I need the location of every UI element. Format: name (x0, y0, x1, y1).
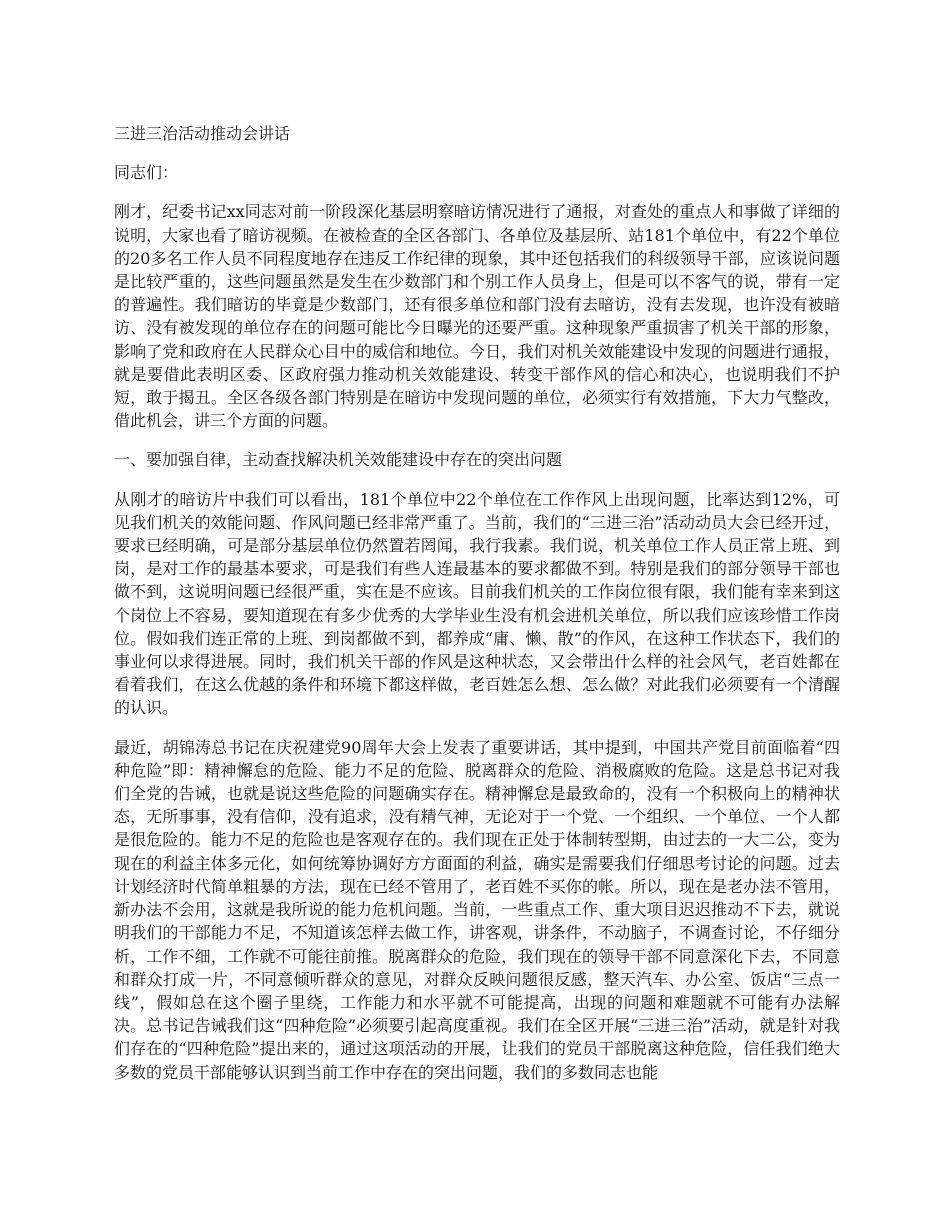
paragraph-intro: 刚才，纪委书记xx同志对前一阶段深化基层明察暗访情况进行了通报，对查处的重点人和事做了详细的说明，大家也看了暗访视频。在被检查的全区各部门、各单位及基层所、站181个单位中，有22个单位的20多名工作人员不同程度地存在违反工作纪律的现象，其中还包括我们的科级领导干部，应该说问题是比较严重的，这些问题虽然是发生在少数部门和个别工作人员身上，但是可以不客气的说，带有一定的普遍性。我们暗访的毕竟是少数部门，还有很多单位和部门没有去暗访，没有去发现，也许没有被暗访、没有被发现的单位存在的问题可能比今日曝光的还要严重。这种现象严重损害了机关干部的形象，影响了党和政府在人民群众心目中的威信和地位。今日，我们对机关效能建设中发现的问题进行通报，就是要借此表明区委、区政府强力推动机关效能建设、转变干部作风的信心和决心，也说明我们不护短，敢于揭丑。全区各级各部门特别是在暗访中发现问题的单位，必须实行有效措施，下大力气整改，借此机会，讲三个方面的问题。 (114, 202, 840, 431)
paragraph-four-dangers: 最近，胡锦涛总书记在庆祝建党90周年大会上发表了重要讲话，其中提到，中国共产党目前面临着“四种危险”即：精神懈怠的危险、能力不足的危险、脱离群众的危险、消极腐败的危险。这是总书记对我们全党的告诫，也就是说这些危险的问题确实存在。精神懈怠是最致命的，没有一个积极向上的精神状态，无所事事，没有信仰，没有追求，没有精气神，无论对于一个党、一个组织、一个单位、一个人都是很危险的。能力不足的危险也是客观存在的。我们现在正处于体制转型期，由过去的一大二公，变为现在的利益主体多元化，如何统筹协调好方方面面的利益，确实是需要我们仔细思考讨论的问题。过去计划经济时代简单粗暴的方法，现在已经不管用了，老百姓不买你的帐。所以，现在是老办法不管用，新办法不会用，这就是我所说的能力危机问题。当前，一些重点工作、重大项目迟迟推动不下去，就说明我们的干部能力不足，不知道该怎样去做工作，讲客观，讲条件，不动脑子，不调查讨论，不仔细分析，工作不细，工作就不可能往前推。脱离群众的危险，我们现在的领导干部不同意深化下去，不同意和群众打成一片，不同意倾听群众的意见，对群众反映问题很反感，整天汽车、办公室、饭店“三点一线”，假如总在这个圈子里绕，工作能力和水平就不可能提高，出现的问题和难题就不可能有办法解决。总书记告诫我们这“四种危险”必须要引起高度重视。我们在全区开展“三进三治”活动，就是针对我们存在的“四种危险”提出来的，通过这项活动的开展，让我们的党员干部脱离这种危险，信任我们绝大多数的党员干部能够认识到当前工作中存在的突出问题，我们的多数同志也能 (114, 737, 840, 1082)
salutation: 同志们： (114, 163, 179, 183)
document-title: 三进三治活动推动会讲话 (114, 124, 291, 143)
document-page (114, 122, 840, 1100)
paragraph-section-1: 从刚才的暗访片中我们可以看出，181个单位中22个单位在工作作风上出现问题，比率达到12%，可见我们机关的效能问题、作风问题已经非常严重了。当前，我们的“三进三治”活动动员大会已经开过，要求已经明确，可是部分基层单位仍然置若罔闻，我行我素。我们说，机关单位工作人员正常上班、到岗，是对工作的最基本要求，可是我们有些人连最基本的要求都做不到。特别是我们的部分领导干部也做不到，这说明问题已经很严重，实在是不应该。目前我们机关的工作岗位很有限，我们能有幸来到这个岗位上不容易，要知道现在有多少优秀的大学毕业生没有机会进机关单位，所以我们应该珍惜工作岗位。假如我们连正常的上班、到岗都做不到，都养成“庸、懒、散”的作风，在这种工作状态下，我们的事业何以求得进展。同时，我们机关干部的作风是这种状态，又会带出什么样的社会风气，老百姓都在看着我们，在这么优越的条件和环境下都这样做，老百姓怎么想、怎么做？对此我们必须要有一个清醒的认识。 (114, 489, 840, 718)
section-heading-1: 一、要加强自律，主动查找解决机关效能建设中存在的突出问题 (114, 450, 563, 470)
